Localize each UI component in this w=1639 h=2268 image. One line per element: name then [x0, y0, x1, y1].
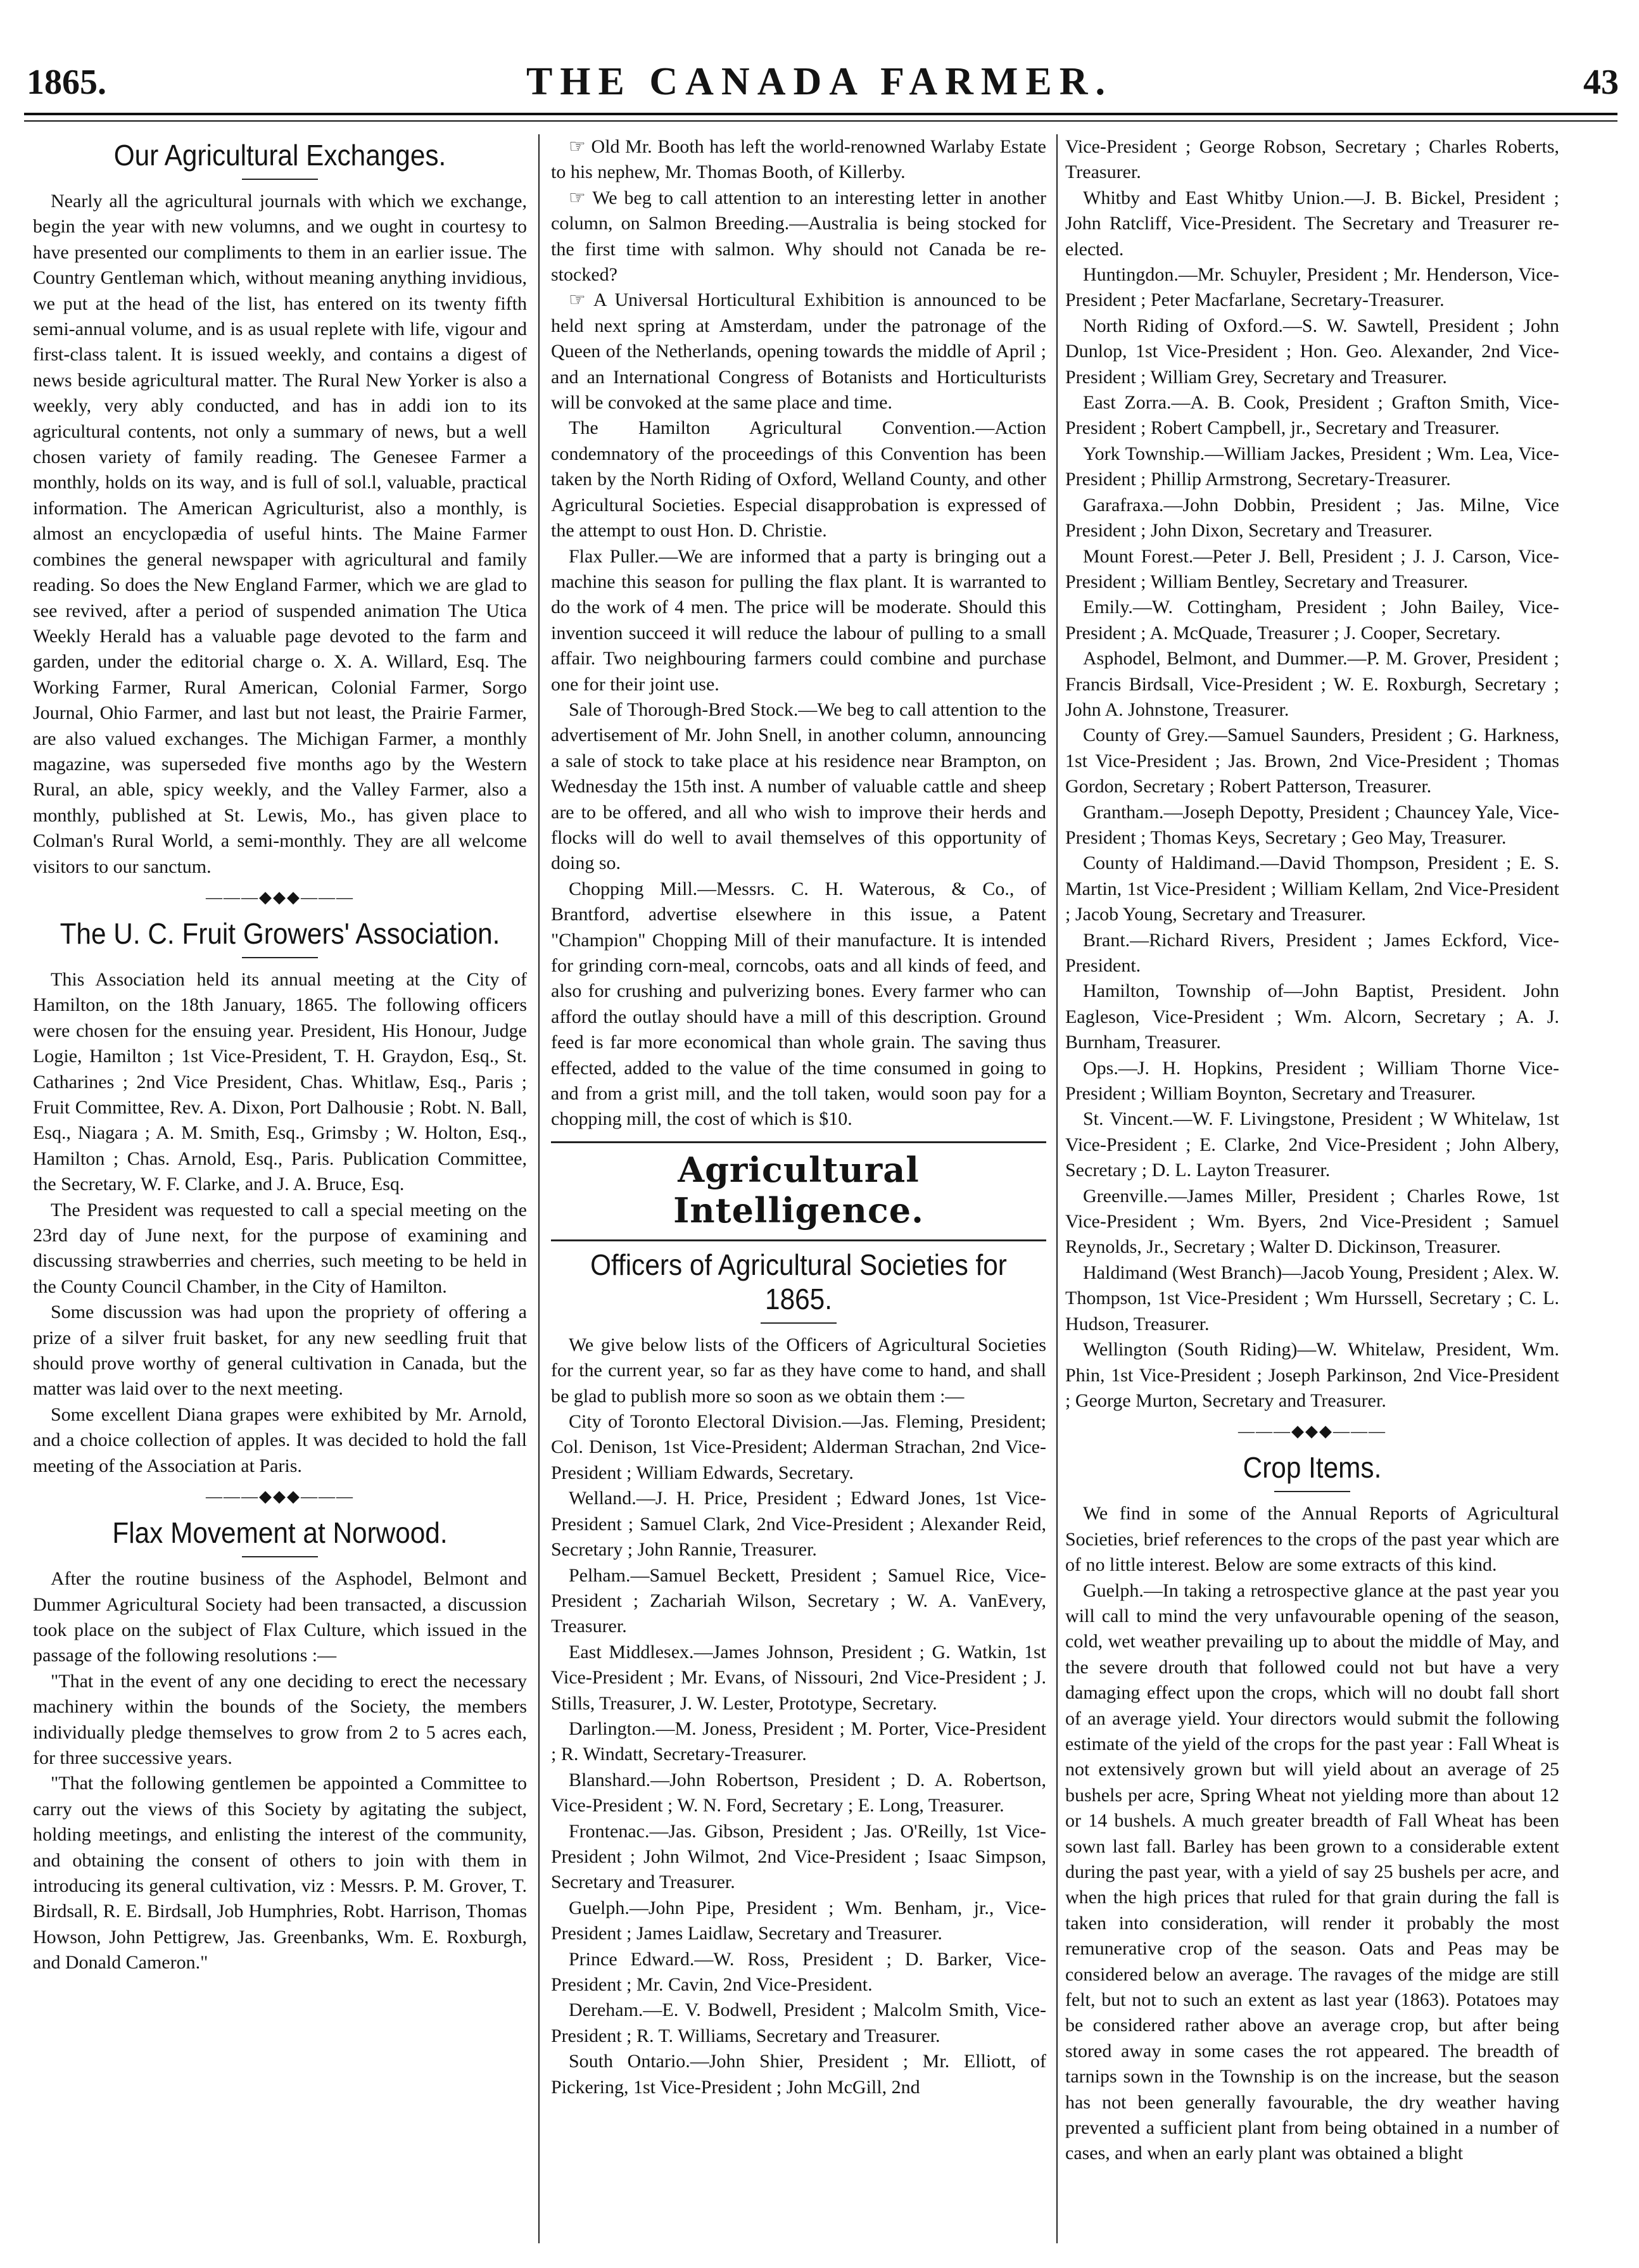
- society-entry: South Ontario.—John Shier, President ; Mr. Elliott, of Pickering, 1st Vice-President ; John McGill, 2nd: [551, 2051, 1046, 2098]
- heading-rule: [242, 179, 318, 180]
- society-entry: St. Vincent.—W. F. Livingstone, President ; W Whitelaw, 1st Vice-President ; E. Clarke, 2nd Vice-President ; John Albery, Secretary ; D. L. Layton Treasurer.: [1065, 1108, 1559, 1181]
- issue-year: 1865.: [27, 63, 106, 102]
- article-heading: Officers of Agricultural Societies for 1865.: [590, 1248, 1007, 1315]
- news-item: Flax Puller.—We are informed that a party is bringing out a machine this season for pulling the flax plant. It is warranted to do the work of 4 men. The price will be moderate. Should this invention succeed it will reduce the labour of pulling to a small affair. Two neighbouring farmers could combine and purchase one for their joint use.: [551, 545, 1046, 695]
- masthead-rule-thin: [24, 120, 1617, 122]
- article-paragraph: "That the following gentlemen be appointed a Committee to carry out the views of this Society by agitating the subject, holding meetings, and enlisting the interest of the community, and obtaining the consent of others to join with them in introducing its general cultivation, viz : Messrs. P. M. Grover, T. Birdsall, R. E. Birdsall, Job Humphries, Robt. Harrison, Thomas Howson, John Pettigrew, Jas. Greenbanks, Wm. E. Roxburgh, and Donald Cameron.": [33, 1773, 527, 1973]
- society-entry: Welland.—J. H. Price, President ; Edward Jones, 1st Vice-President ; Samuel Clark, 2nd Vice-President ; Alexander Reid, Secretary ; John Rannie, Treasurer.: [551, 1488, 1046, 1561]
- society-entry: County of Haldimand.—David Thompson, President ; E. S. Martin, 1st Vice-President ; William Kellam, 2nd Vice-President ; Jacob Young, Secretary and Treasurer.: [1065, 852, 1559, 925]
- society-entry: Greenville.—James Miller, President ; Charles Rowe, 1st Vice-President ; Wm. Byers, 2nd Vice-President ; Samuel Reynolds, Jr., Secretary ; Walter D. Dickinson, Treasurer.: [1065, 1185, 1559, 1258]
- society-entry: Frontenac.—Jas. Gibson, President ; Jas. O'Reilly, 1st Vice-President ; John Wilmot, 2nd Vice-President ; Isaac Simpson, Secretary and Treasurer.: [551, 1820, 1046, 1893]
- society-entry: Brant.—Richard Rivers, President ; James Eckford, Vice-President.: [1065, 929, 1559, 976]
- heading-rule: [1274, 1491, 1350, 1492]
- section-rule: [551, 1239, 1046, 1241]
- newspaper-title: THE CANADA FARMER.: [526, 60, 1113, 103]
- article-paragraph: After the routine business of the Asphodel, Belmont and Dummer Agricultural Society had been transacted, a discussion took place on the subject of Flax Culture, which issued in the passage of the following resolutions :—: [33, 1568, 527, 1666]
- article-paragraph: Nearly all the agricultural journals with which we exchange, begin the year with new volumns, and we ought in courtesy to have presented our compliments to them in an earlier issue. The Country Gentleman which, without meaning anything invidious, we put at the head of the list, has entered on its twenty fifth semi-annual volume, and is as usual replete with life, vigour and first-class talent. It is issued weekly, and contains a digest of news beside agricultural matter. The Rural New Yorker is also a weekly, very ably conducted, and has in addi ion to its agricultural contents, not only a summary of news, but a well chosen variety of family reading. The Genesee Farmer a monthly, holds on its way, and is full of sol.l, valuable, practical information. The American Agriculturist, also a monthly, is almost an encyclopædia of useful hints. The Maine Farmer combines the general newspaper with agricultural and family reading. So does the New England Farmer, which we are glad to see revived, after a period of suspended animation The Utica Weekly Herald has a valuable page devoted to the farm and garden, under the editorial charge o. X. A. Willard, Esq. The Working Farmer, Rural American, Colonial Farmer, Sorgo Journal, Ohio Farmer, and last but not least, the Prairie Farmer, are also valued exchanges. The Michigan Farmer, a monthly magazine, was superseded five months ago by the Western Rural, an able, spicy weekly, and the Valley Farmer, also a monthly, published at St. Lewis, Mo., has given place to Colman's Rural World, a semi-monthly. They are all welcome visitors to our sanctum.: [33, 191, 527, 877]
- news-item: Chopping Mill.—Messrs. C. H. Waterous, & Co., of Brantford, advertise elsewhere in this issue, a Patent "Champion" Chopping Mill of their manufacture. It is intended for grinding corn-meal, corncobs, oats and all kinds of feed, and also for crushing and pulverizing bones. Every farmer who can afford the outlay should have a mill of this description. Ground feed is far more economical than whole grain. The saving thus effected, added to the value of the time consumed in going to and from a grist mill, and the toll taken, would soon pay for a chopping mill, the cost of which is $10.: [551, 878, 1046, 1130]
- masthead-rule: [24, 113, 1617, 115]
- society-entry: Prince Edward.—W. Ross, President ; D. Barker, Vice-President ; Mr. Cavin, 2nd Vice-President.: [551, 1948, 1046, 1995]
- society-entry: Ops.—J. H. Hopkins, President ; William Thorne Vice-President ; William Boynton, Secretary and Treasurer.: [1065, 1057, 1559, 1105]
- news-item: The Hamilton Agricultural Convention.—Action condemnatory of the proceedings of this Convention has been taken by the North Riding of Oxford, Welland County, and other Agricultural Societies. Especial disapprobation is expressed of the attempt to oust Hon. D. Christie.: [551, 417, 1046, 542]
- society-entry: Pelham.—Samuel Beckett, President ; Samuel Rice, Vice-President ; Zachariah Wilson, Secretary ; W. A. VanEvery, Treasurer.: [551, 1564, 1046, 1637]
- society-entry: Huntingdon.—Mr. Schuyler, President ; Mr. Henderson, Vice-President ; Peter Macfarlane, Secretary-Treasurer.: [1065, 264, 1559, 311]
- column-1: [33, 134, 527, 2243]
- heading-rule: [242, 1556, 318, 1557]
- society-entry: Mount Forest.—Peter J. Bell, President ; J. J. Carson, Vice-President ; William Bentley, Secretary and Treasurer.: [1065, 545, 1559, 592]
- column-divider: [538, 134, 540, 2243]
- article-heading: The U. C. Fruit Growers' Association.: [60, 916, 500, 950]
- article-paragraph: Some discussion was had upon the propriety of offering a prize of a silver fruit basket, for any new seedling fruit that should prove worthy of general cultivation in Canada, but the matter was laid over to the next meeting.: [33, 1302, 527, 1400]
- society-entry: North Riding of Oxford.—S. W. Sawtell, President ; John Dunlop, 1st Vice-President ; Hon. Geo. Alexander, 2nd Vice-President ; William Grey, Secretary and Treasurer.: [1065, 315, 1559, 388]
- society-entry: Vice-President ; George Robson, Secretary ; Charles Roberts, Treasurer.: [1065, 136, 1559, 183]
- society-entry: Emily.—W. Cottingham, President ; John Bailey, Vice-President ; A. McQuade, Treasurer ; J. Cooper, Secretary.: [1065, 597, 1559, 643]
- news-item: ☞ Old Mr. Booth has left the world-renowned Warlaby Estate to his nephew, Mr. Thomas Booth, of Killerby.: [551, 136, 1046, 183]
- society-entry: City of Toronto Electoral Division.—Jas. Fleming, President; Col. Denison, 1st Vice-President; Alderman Strachan, 2nd Vice-President ; William Edwards, Secretary.: [551, 1411, 1046, 1483]
- heading-rule: [761, 1322, 837, 1324]
- society-entry: Wellington (South Riding)—W. Whitelaw, President, Wm. Phin, 1st Vice-President ; Joseph Parkinson, 2nd Vice-President ; George Murton, Secretary and Treasurer.: [1065, 1339, 1559, 1411]
- column-divider: [1056, 134, 1058, 2243]
- article-paragraph: The President was requested to call a special meeting on the 23rd day of June next, for the purpose of examining and discussing strawberries and cherries, such meeting to be held in the County Council Chamber, in the City of Hamilton.: [33, 1199, 527, 1297]
- article-heading: Flax Movement at Norwood.: [112, 1516, 448, 1550]
- society-entry: Grantham.—Joseph Depotty, President ; Chauncey Yale, Vice-President ; Thomas Keys, Secretary ; Geo May, Treasurer.: [1065, 801, 1559, 848]
- section-rule: [551, 1141, 1046, 1143]
- society-entry: Guelph.—John Pipe, President ; Wm. Benham, jr., Vice-President ; James Laidlaw, Secretary and Treasurer.: [551, 1897, 1046, 1944]
- news-item: Sale of Thorough-Bred Stock.—We beg to call attention to the advertisement of Mr. John Snell, in another column, announcing a sale of stock to take place at his residence near Brampton, on Wednesday the 15th inst. A number of valuable cattle and sheep are to be offered, and all who wish to improve their herds and flocks will do well to avail themselves of this opportunity of doing so.: [551, 699, 1046, 874]
- column-3: [1065, 134, 1559, 2243]
- article-heading: Crop Items.: [1243, 1451, 1382, 1485]
- article-paragraph: Some excellent Diana grapes were exhibited by Mr. Arnold, and a choice collection of apples. It was decided to hold the fall meeting of the Association at Paris.: [33, 1403, 527, 1476]
- society-entry: County of Grey.—Samuel Saunders, President ; G. Harkness, 1st Vice-President ; Jas. Brown, 2nd Vice-President ; Thomas Gordon, Secretary ; Robert Patterson, Treasurer.: [1065, 725, 1559, 797]
- article-paragraph: This Association held its annual meeting at the City of Hamilton, on the 18th January, 1865. The following officers were chosen for the ensuing year. President, His Honour, Judge Logie, Hamilton ; 1st Vice-President, T. H. Graydon, Esq., St. Catharines ; 2nd Vice President, Chas. Whitlaw, Esq., Paris ; Fruit Committee, Rev. A. Dixon, Port Dalhousie ; Robt. N. Ball, Esq., Niagara ; A. M. Smith, Esq., Grimsby ; W. Holton, Esq., Hamilton ; Chas. Arnold, Esq., Paris. Publication Committee, the Secretary, W. F. Clarke, and J. A. Bruce, Esq.: [33, 968, 527, 1195]
- society-entry: Blanshard.—John Robertson, President ; D. A. Robertson, Vice-President ; W. N. Ford, Secretary ; E. Long, Treasurer.: [551, 1769, 1046, 1816]
- section-heading: Agricultural Intelligence.: [673, 1149, 924, 1231]
- article-heading: Our Agricultural Exchanges.: [113, 139, 446, 172]
- article-paragraph: We give below lists of the Officers of Agricultural Societies for the current year, so far as they have come to hand, and shall be glad to publish more so soon as we obtain them :—: [551, 1334, 1046, 1407]
- section-ornament: ———◆◆◆———: [206, 887, 354, 906]
- article-paragraph: We find in some of the Annual Reports of Agricultural Societies, brief references to the crops of the past year which are of no little interest. Below are some extracts of this kind.: [1065, 1503, 1559, 1576]
- page-number: 43: [1583, 63, 1619, 102]
- society-entry: Darlington.—M. Joness, President ; M. Porter, Vice-President ; R. Windatt, Secretary-Treasurer.: [551, 1718, 1046, 1765]
- society-entry: East Zorra.—A. B. Cook, President ; Grafton Smith, Vice-President ; Robert Campbell, jr., Secretary and Treasurer.: [1065, 392, 1559, 439]
- news-item: ☞ We beg to call attention to an interesting letter in another column, on Salmon Breeding.—Australia is being stocked for the first time with salmon. Why should not Canada be re-stocked?: [551, 187, 1046, 286]
- section-ornament: ———◆◆◆———: [206, 1487, 354, 1506]
- article-paragraph: Guelph.—In taking a retrospective glance at the past year you will call to mind the very unfavourable opening of the season, cold, wet weather prevailing up to about the middle of May, and the severe drouth that followed could not but have a very damaging effect upon the crops, which will no doubt fall short of an average yield. Your directors would submit the following estimate of the yield of the crops for the past year : Fall Wheat is not extensively grown but will yield about an average of 25 bushels per acre, Spring Wheat not yielding more than about 12 or 14 bushels. A much greater breadth of Fall Wheat has been sown last fall. Barley has been grown to a considerable extent during the past year, with a yield of say 25 bushels per acre, and when the high prices that ruled for that grain during the fall is taken into consideration, will render it probably the most remunerative crop of the season. Oats and Peas may be considered below an average. The ravages of the midge are still felt, but not to such an extent as last year (1863). Potatoes may be considered rather above an average crop, but after being stored away in some cases the rot appeared. The breadth of tarnips sown in the Township is on the increase, but the season has not been generally favourable, the dry weather having prevented a sufficient plant from being obtained in a number of cases, and when an early plant was obtained a blight: [1065, 1580, 1559, 2164]
- society-entry: York Township.—William Jackes, President ; Wm. Lea, Vice-President ; Phillip Armstrong, Secretary-Treasurer.: [1065, 443, 1559, 490]
- section-ornament: ———◆◆◆———: [1238, 1422, 1386, 1441]
- society-entry: Dereham.—E. V. Bodwell, President ; Malcolm Smith, Vice-President ; R. T. Williams, Secretary and Treasurer.: [551, 1999, 1046, 2046]
- column-2: [551, 134, 1046, 2243]
- society-entry: Asphodel, Belmont, and Dummer.—P. M. Grover, President ; Francis Birdsall, Vice-President ; W. E. Roxburgh, Secretary ; John A. Johnstone, Treasurer.: [1065, 648, 1559, 720]
- article-paragraph: "That in the event of any one deciding to erect the necessary machinery within the bounds of the Society, the members individually pledge themselves to grow from 2 to 5 acres each, for three successive years.: [33, 1670, 527, 1768]
- society-entry: Whitby and East Whitby Union.—J. B. Bickel, President ; John Ratcliff, Vice-President. The Secretary and Treasurer re-elected.: [1065, 187, 1559, 260]
- society-entry: Haldimand (West Branch)—Jacob Young, President ; Alex. W. Thompson, 1st Vice-President ; Wm Hurssell, Secretary ; C. L. Hudson, Treasurer.: [1065, 1262, 1559, 1334]
- society-entry: East Middlesex.—James Johnson, President ; G. Watkin, 1st Vice-President ; Mr. Evans, of Nissouri, 2nd Vice-President ; J. Stills, Treasurer, J. W. Lester, Prototype, Secretary.: [551, 1641, 1046, 1714]
- heading-rule: [242, 957, 318, 958]
- society-entry: Hamilton, Township of—John Baptist, President. John Eagleson, Vice-President ; Wm. Alcorn, Secretary ; A. J. Burnham, Treasurer.: [1065, 980, 1559, 1053]
- masthead: [0, 24, 1639, 106]
- news-item: ☞ A Universal Horticultural Exhibition is announced to be held next spring at Amsterdam, under the patronage of the Queen of the Netherlands, opening towards the middle of April ; and an International Congress of Botanists and Horticulturists will be convoked at the same place and time.: [551, 289, 1046, 414]
- society-entry: Garafraxa.—John Dobbin, President ; Jas. Milne, Vice President ; John Dixon, Secretary and Treasurer.: [1065, 494, 1559, 542]
